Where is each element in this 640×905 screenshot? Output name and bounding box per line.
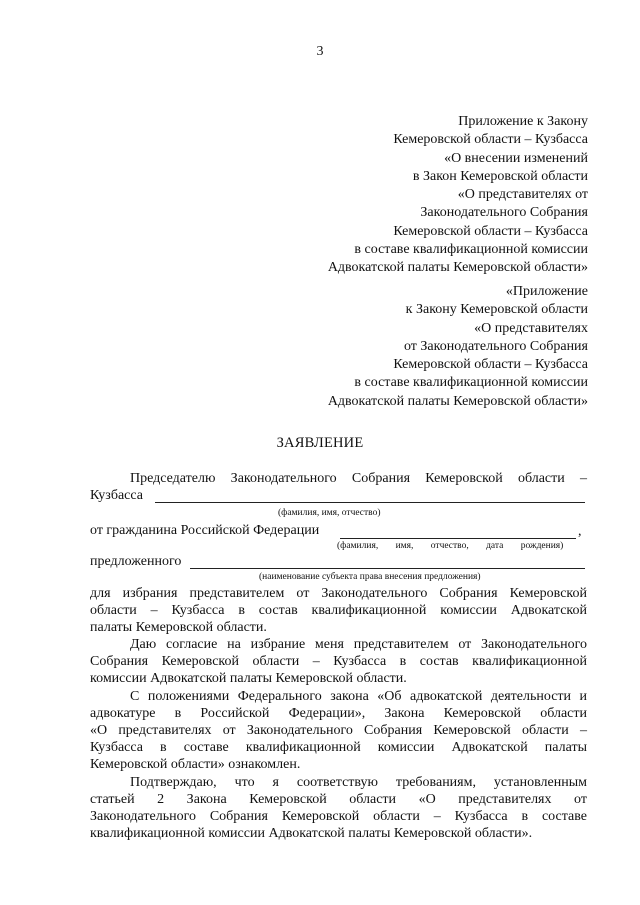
paragraph-line: Кемеровской области» ознакомлен.: [90, 757, 301, 772]
paragraph-line: для избрания представителем от Законодательного Собрания Кемеровской: [90, 586, 587, 601]
paragraph-line: адвокатуре в Российской Федерации», Закона Кемеровской области: [90, 706, 587, 721]
appendix-inner-line: «Приложение: [505, 284, 588, 299]
appendix-inner-line: в составе квалификационной комиссии: [354, 375, 588, 391]
paragraph-line: Кузбасса в составе квалификационной комиссии Адвокатской палаты: [90, 740, 587, 755]
proposed-label: предложенного: [90, 554, 182, 569]
from-label: от гражданина Российской Федерации: [90, 523, 320, 538]
paragraph-4: [90, 774, 587, 842]
proposed-hint: (наименование субъекта права внесения предложения): [259, 572, 481, 582]
appendix-inner-line: от Законодательного Собрания: [403, 338, 588, 354]
proposed-fill-line: [190, 568, 585, 569]
appendix-header-line: Законодательного Собрания: [420, 205, 588, 221]
appendix-header-line: в Закон Кемеровской области: [412, 168, 588, 184]
paragraph-line: «О представителях от Законодательного Собрания Кемеровской области –: [90, 723, 587, 738]
from-hint: (фамилия, имя, отчество, дата рождения): [337, 541, 564, 551]
paragraph-line: области – Кузбасса в состав квалификационной комиссии Адвокатской: [90, 603, 587, 618]
from-fill-line: [340, 538, 576, 539]
addressee-hint: (фамилия, имя, отчество): [278, 508, 381, 518]
appendix-header-line: Кемеровской области – Кузбасса: [393, 132, 588, 148]
paragraph-line: квалификационной комиссии Адвокатской палаты Кемеровской области».: [90, 826, 533, 841]
from-suffix: ,: [578, 524, 582, 539]
addressee-line-1: Председателю Законодательного Собрания Кемеровской области –: [130, 471, 587, 486]
paragraph-line: палаты Кемеровской области.: [90, 620, 267, 635]
appendix-inner-line: Адвокатской палаты Кемеровской области»: [327, 393, 588, 409]
appendix-inner: [328, 283, 588, 411]
appendix-header-line: Приложение к Закону: [458, 114, 588, 129]
paragraph-1: [90, 585, 587, 636]
paragraph-line: Законодательного Собрания Кемеровской области – Кузбасса в составе: [90, 809, 587, 824]
document-title: ЗАЯВЛЕНИЕ: [276, 435, 364, 451]
paragraph-line: С положениями Федерального закона «Об адвокатской деятельности и: [130, 689, 587, 704]
appendix-inner-line: Кемеровской области – Кузбасса: [393, 357, 588, 373]
appendix-header-line: Кемеровской области – Кузбасса: [393, 223, 588, 239]
paragraph-3: [90, 688, 587, 773]
paragraph-line: комиссии Адвокатской палаты Кемеровской области.: [90, 671, 407, 686]
appendix-inner-line: к Закону Кемеровской области: [405, 302, 588, 318]
paragraph-line: статьей 2 Закона Кемеровской области «О представителях от: [90, 792, 587, 807]
appendix-header-line: Адвокатской палаты Кемеровской области»: [327, 260, 588, 276]
appendix-header-line: в составе квалификационной комиссии: [354, 242, 588, 258]
appendix-header-line: «О представителях от: [457, 187, 588, 203]
appendix-header-line: «О внесении изменений: [444, 150, 588, 166]
appendix-inner-line: «О представителях: [474, 320, 588, 336]
addressee-fill-line: [155, 502, 585, 503]
addressee-line-2: Кузбасса: [90, 488, 143, 503]
paragraph-line: Собрания Кемеровской области – Кузбасса в состав квалификационной: [90, 654, 587, 669]
paragraph-line: Подтверждаю, что я соответствую требованиям, установленным: [130, 775, 587, 790]
paragraph-line: Даю согласие на избрание меня представителем от Законодательного: [130, 637, 587, 652]
paragraph-2: [90, 636, 587, 687]
page-number: 3: [316, 44, 324, 59]
appendix-header: [328, 113, 588, 278]
